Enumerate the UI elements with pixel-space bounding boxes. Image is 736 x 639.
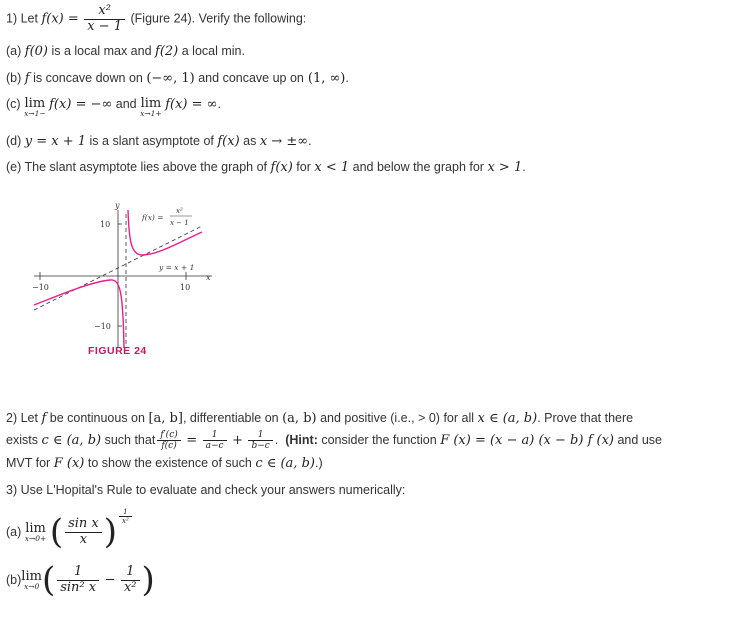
p2-text2: , differentiable on — [182, 411, 279, 425]
p2-int1: [a, b] — [148, 411, 183, 426]
part-b-expr3: (1, ∞) — [307, 71, 346, 86]
p3b-label: (b) — [6, 573, 22, 587]
part-d-text1: is a slant asymptote of — [89, 134, 214, 148]
figure-caption: FIGURE 24 — [88, 345, 147, 357]
part-a-text1: is a local max and — [51, 44, 152, 58]
p2-frac1-num: f′(c) — [157, 430, 180, 441]
part-a — [6, 44, 245, 59]
p2-frac2-den: a−c — [205, 441, 224, 452]
problem-1-number: 1) Let — [6, 11, 38, 26]
function-fraction — [84, 4, 125, 35]
problem-3a — [6, 508, 134, 552]
p2-line3-end: .) — [314, 456, 323, 470]
part-b — [6, 71, 349, 86]
p2-text5: . Prove that there — [537, 411, 634, 425]
p3a-den: x — [79, 531, 88, 547]
part-e-label: (e) The slant asymptote lies above the graph of — [6, 160, 268, 174]
p3a-exp-den: x² — [122, 517, 129, 526]
p2-frac3-num: 1 — [248, 430, 272, 441]
function-label-num: x² — [176, 207, 183, 215]
problem-3b — [6, 560, 155, 600]
function-lhs: f(x) = — [41, 11, 79, 27]
problem-3-heading: 3) Use L'Hopital's Rule to evaluate and check your answers numerically: — [6, 483, 406, 497]
part-e-text1: for — [296, 160, 311, 174]
p3b-lim-op: lim — [21, 568, 42, 584]
part-e-expr2: x < 1 — [314, 160, 350, 175]
p3a-exp-num: 1 — [119, 508, 132, 517]
limit-left-sub: x→1− — [24, 109, 46, 118]
p2-frac1-den: f(c) — [161, 441, 177, 452]
figure-24-graph — [30, 200, 220, 365]
p2-exists: exists — [6, 433, 38, 448]
p2-frac2-num: 1 — [203, 430, 227, 441]
function-label-lhs: f(x) = — [142, 213, 164, 222]
tick-label-y-pos: 10 — [100, 220, 111, 229]
p2-frac1 — [157, 430, 180, 452]
part-d-text2: as — [243, 134, 257, 148]
curve-right-branch — [128, 210, 202, 255]
part-e-text2: and below the graph for — [352, 160, 484, 174]
p2-such-that: such that — [104, 433, 156, 448]
part-c — [6, 97, 221, 118]
p2-eq: = — [186, 433, 198, 449]
part-a-expr1: f(0) — [24, 44, 48, 59]
part-b-end: . — [345, 71, 349, 85]
problem-2-line1 — [6, 411, 633, 426]
part-c-label: (c) — [6, 97, 21, 111]
p3b-frac2-den: x² — [123, 579, 137, 595]
p3b-frac1-num: 1 — [57, 565, 99, 581]
part-d-expr3: x → ±∞ — [259, 134, 309, 149]
p2-text3: and positive (i.e., — [320, 411, 415, 425]
part-b-text2: and concave up on — [198, 71, 304, 85]
part-e-end: . — [522, 160, 526, 174]
problem-2-line3 — [6, 456, 323, 471]
limit-right-op: lim — [140, 96, 162, 111]
p3a-lim-sub: x→0+ — [24, 533, 47, 543]
y-axis-label: y — [115, 201, 120, 210]
p2-frac3 — [248, 430, 272, 452]
part-a-text2: a local min. — [181, 44, 245, 58]
part-b-label: (b) — [6, 71, 22, 85]
p3a-frac — [65, 517, 102, 548]
function-label-den: x − 1 — [170, 219, 189, 227]
p2-line3-text: to show the existence of such — [87, 456, 252, 470]
part-e-expr3: x > 1 — [487, 160, 523, 175]
p2-c: c ∈ (a, b) — [41, 433, 102, 449]
p3b-lim-sub: x→0 — [23, 581, 40, 591]
p2-line3-c: c ∈ (a, b) — [255, 456, 315, 471]
p3a-limit — [25, 522, 47, 543]
asymptote-label: y = x + 1 — [159, 263, 195, 272]
function-numerator: x² — [84, 4, 125, 20]
function-denominator: x − 1 — [87, 18, 123, 34]
limit-right — [140, 97, 162, 118]
p3b-frac2 — [121, 565, 140, 596]
p2-hint-end: and use — [617, 433, 662, 448]
p3b-lparen: ( — [41, 560, 56, 600]
part-c-end: . — [217, 97, 221, 111]
p2-mvt: MVT for — [6, 456, 51, 470]
p2-hint-text: consider the function — [321, 433, 437, 448]
p3b-minus: − — [104, 572, 116, 588]
tick-label-y-neg: −10 — [94, 322, 111, 331]
p3b-rparen: ) — [141, 560, 155, 600]
p2-int2: (a, b) — [282, 411, 317, 426]
part-b-expr2: (−∞, 1) — [146, 71, 195, 86]
p3a-rparen: ) — [103, 512, 118, 552]
part-c-text1: and — [115, 97, 137, 111]
p3b-frac1 — [57, 565, 99, 596]
x-axis-label: x — [206, 273, 211, 282]
part-d-expr1: y = x + 1 — [24, 134, 87, 149]
part-e — [6, 160, 526, 175]
part-d-end: . — [308, 134, 312, 148]
p2-pre: 2) Let — [6, 411, 38, 425]
limit-left-op: lim — [24, 96, 46, 111]
limit-left — [24, 97, 46, 118]
p2-hint-F: F (x) = (x − a) (x − b) f (x) — [440, 433, 614, 449]
figure-reference: (Figure 24). Verify the following: — [130, 11, 307, 26]
p2-frac3-den: b−c — [251, 441, 270, 452]
p2-f: f — [41, 411, 47, 426]
part-b-text1: is concave down on — [33, 71, 143, 85]
p2-x: x ∈ (a, b) — [477, 411, 538, 426]
p2-gt: > — [418, 411, 426, 425]
part-e-expr1: f(x) — [270, 160, 293, 175]
p3b-limit — [21, 570, 42, 591]
part-d-expr2: f(x) — [217, 134, 240, 149]
problem-1-statement — [6, 4, 306, 35]
problem-2-line2 — [6, 430, 662, 452]
part-a-expr2: f(2) — [155, 44, 179, 59]
p2-text4: 0) for all — [428, 411, 475, 425]
p2-F: F (x) — [53, 456, 85, 471]
part-a-label: (a) — [6, 44, 22, 58]
tick-label-x-pos: 10 — [180, 283, 191, 292]
part-d — [6, 134, 312, 149]
p2-frac2 — [203, 430, 227, 452]
p3a-exponent — [119, 508, 132, 525]
part-d-label: (d) — [6, 134, 22, 148]
p3b-frac1-den: sin² x — [60, 579, 97, 595]
p3a-num: sin x — [65, 517, 102, 533]
p3a-lparen: ( — [49, 512, 64, 552]
limit-right-sub: x→1+ — [140, 109, 162, 118]
part-b-expr1: f — [24, 71, 30, 86]
p2-dot: . — [274, 433, 279, 448]
p3b-frac2-num: 1 — [121, 565, 140, 581]
limit-right-rest: f(x) = ∞ — [165, 97, 218, 112]
p2-plus: + — [232, 433, 243, 449]
tick-label-x-neg: −10 — [32, 283, 49, 292]
limit-left-rest: f(x) = −∞ — [49, 97, 113, 112]
p3a-lim-op: lim — [25, 520, 46, 536]
p2-hint-label: (Hint: — [285, 433, 318, 448]
p3a-label: (a) — [6, 525, 22, 539]
p2-text1: be continuous on — [49, 411, 145, 425]
